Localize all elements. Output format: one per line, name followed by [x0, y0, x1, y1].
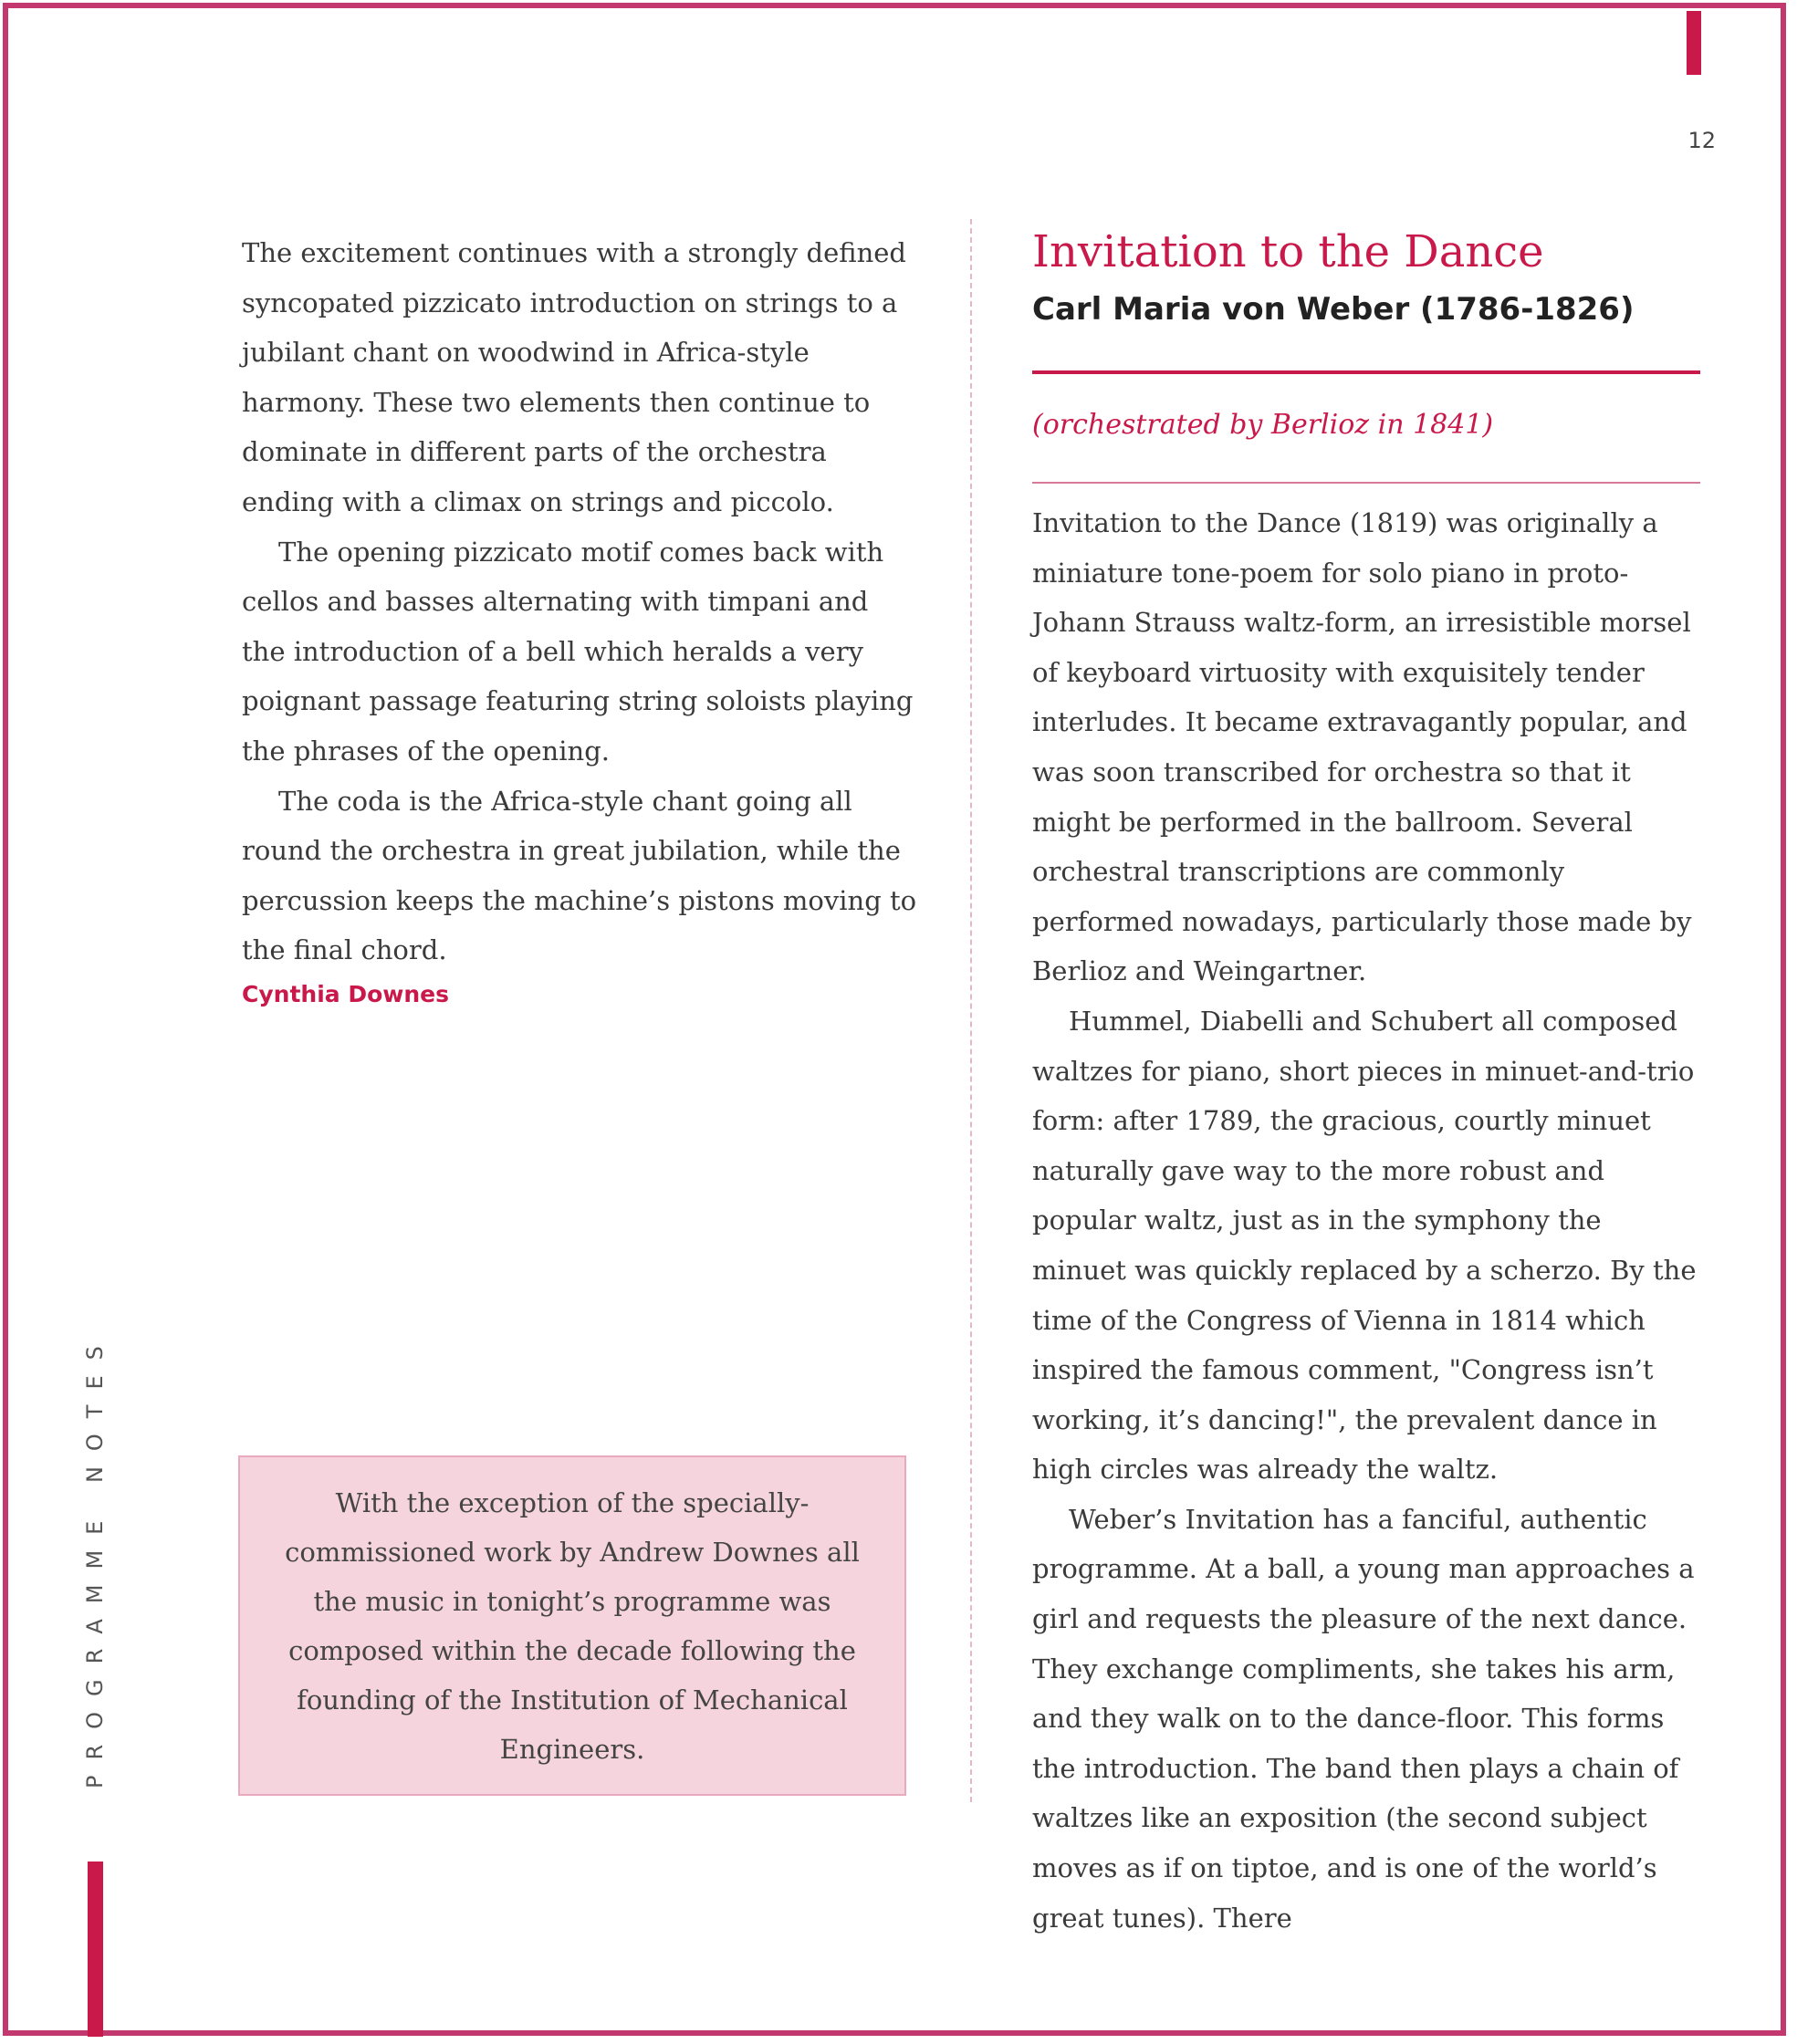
left-paragraph-3: The coda is the Africa-style chant going all round the orchestra in great jubilation, while the percussion keeps the machine’s pistons moving to the final chord. — [242, 785, 917, 966]
side-section-label: PROGRAMME NOTES — [82, 1330, 108, 1788]
title-rule — [1032, 370, 1700, 374]
right-body — [1032, 498, 1698, 1943]
left-paragraph-1: The excitement continues with a strongly defined syncopated pizzicato introduction on strings to a jubilant chant on woodwind in Africa-style harmony. These two elements then continue to dominate in different parts of the orchestra ending with a climax on strings and piccolo. — [242, 237, 906, 517]
right-paragraph-3: Weber’s Invitation has a fanciful, authentic programme. At a ball, a young man approaches a girl and requests the pleasure of the next dance. They exchange compliments, she takes his arm, and they walk on to the dance-floor. This forms the introduction. The band then plays a chain of waltzes like an exposition (the second subject moves as if on tiptoe, and is one of the world’s great tunes). There — [1032, 1503, 1695, 1934]
page-number: 12 — [1687, 128, 1716, 153]
right-paragraph-1: Invitation to the Dance (1819) was originally a miniature tone-poem for solo piano in proto-Johann Strauss waltz-form, an irresistible morsel of keyboard virtuosity with exquisitely tender interludes. It became extravagantly popular, and was soon transcribed for orchestra so that it might be performed in the ballroom. Several orchestral transcriptions are commonly performed nowadays, particularly those made by Berlioz and Weingartner. — [1032, 507, 1692, 987]
orchestration-note: (orchestrated by Berlioz in 1841) — [1032, 409, 1494, 441]
note-box-text: With the exception of the specially-commissioned work by Andrew Downes all the music in tonight’s programme was composed within the decade following the founding of the Institution of Mechanical Engineers. — [285, 1486, 860, 1765]
right-paragraph-2: Hummel, Diabelli and Schubert all composed waltzes for piano, short pieces in minuet-and-trio form: after 1789, the gracious, courtly minuet naturally gave way to the more robust and popular waltz, just as in the symphony the minuet was quickly replaced by a scherzo. By the time of the Congress of Vienna in 1814 which inspired the famous comment, "Congress isn’t working, it’s dancing!", the prevalent dance in high circles was already the waltz. — [1032, 1005, 1697, 1486]
left-paragraph-2: The opening pizzicato motif comes back with cellos and basses alternating with timpani and the introduction of a bell which heralds a very poignant passage featuring string soloists playing the phrases of the opening. — [242, 536, 914, 766]
note-box — [238, 1455, 906, 1796]
bottom-accent-bar — [88, 1862, 103, 2037]
top-accent-bar — [1687, 11, 1701, 75]
left-column — [242, 228, 917, 1007]
author-signature: Cynthia Downes — [242, 980, 449, 1007]
subtitle-rule — [1032, 482, 1700, 484]
piece-title: Invitation to the Dance — [1032, 226, 1544, 277]
right-column — [1032, 219, 1698, 1943]
composer-name: Carl Maria von Weber (1786-1826) — [1032, 291, 1635, 328]
column-divider — [970, 219, 972, 1802]
